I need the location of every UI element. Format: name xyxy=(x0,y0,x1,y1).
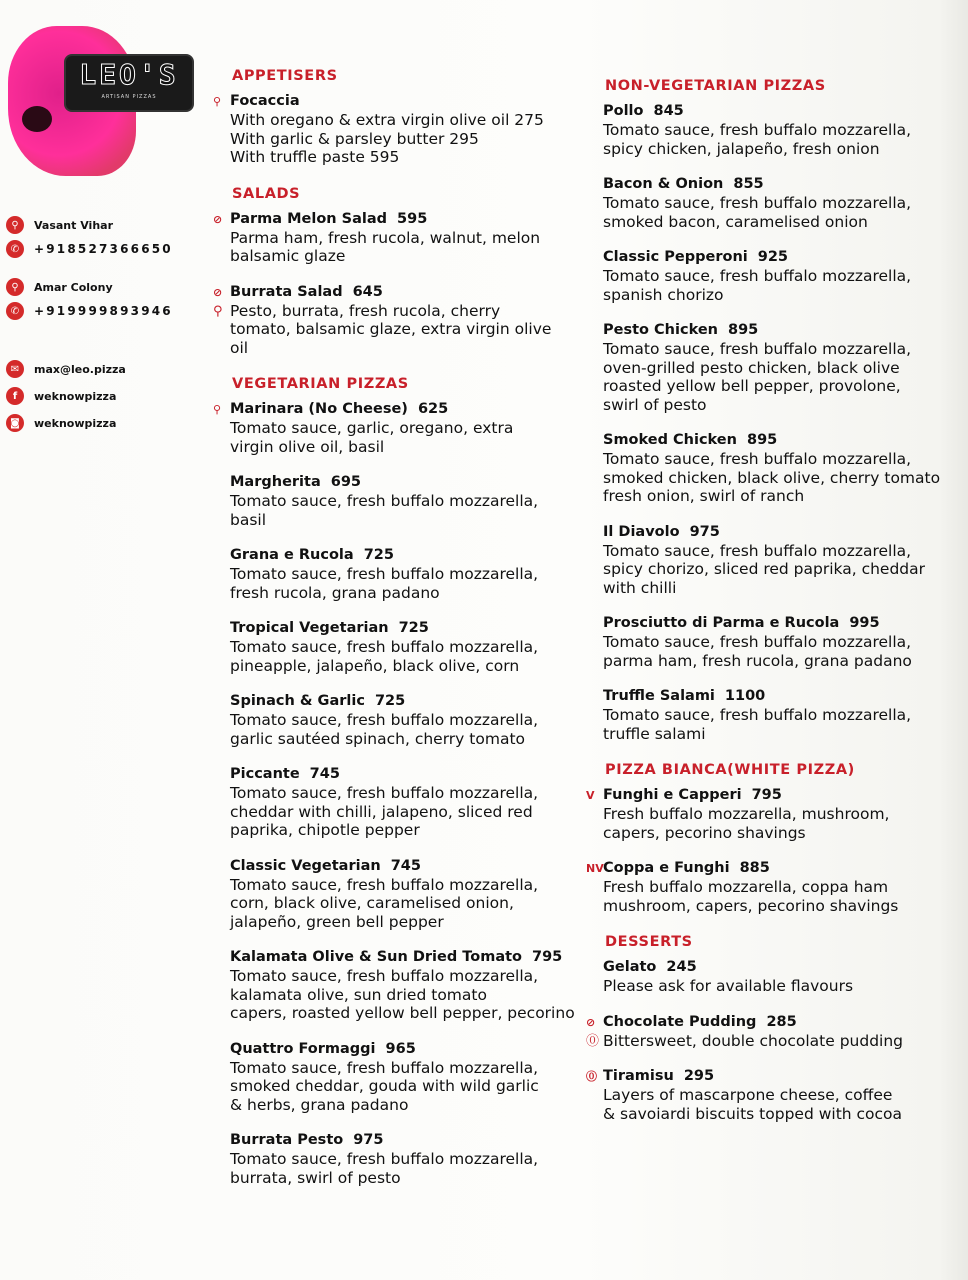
item-price: 965 xyxy=(385,1040,416,1057)
menu-item xyxy=(603,687,953,743)
contact-text[interactable]: +919999893946 xyxy=(34,304,173,318)
item-description: Tomato sauce, fresh buffalo mozzarella, xyxy=(230,1150,539,1168)
item-name: Tropical Vegetarian xyxy=(230,620,389,636)
egg-free-icon: ⓪ xyxy=(586,1070,597,1083)
item-name: Truffle Salami xyxy=(603,688,715,704)
item-name: Kalamata Olive & Sun Dried Tomato xyxy=(230,949,522,965)
item-description: jalapeño, green bell pepper xyxy=(230,912,444,931)
item-name-row xyxy=(230,1040,580,1059)
item-name-row xyxy=(603,321,953,340)
gluten-free-icon: ⊘ xyxy=(586,1015,596,1029)
item-name-row xyxy=(230,210,580,229)
item-description: Fresh buffalo mozzarella, mushroom, xyxy=(603,805,890,823)
menu-item xyxy=(586,859,953,915)
menu-item xyxy=(586,1067,953,1123)
item-name-row xyxy=(603,1013,953,1032)
item-name-row xyxy=(230,283,580,302)
item-name-row xyxy=(603,958,953,977)
item-name: Chocolate Pudding xyxy=(603,1013,757,1030)
phone-icon: ✆ xyxy=(6,240,24,258)
contact-text[interactable]: Vasant Vihar xyxy=(34,218,113,232)
menu-item xyxy=(603,431,953,506)
item-price: 725 xyxy=(363,547,394,563)
menu-section xyxy=(603,76,953,743)
menu-item xyxy=(230,857,580,932)
item-name-row xyxy=(230,619,580,638)
item-description: Bittersweet, double chocolate pudding xyxy=(603,1031,904,1050)
item-description: paprika, chipotle pepper xyxy=(230,821,420,839)
instagram-icon: ◙ xyxy=(6,414,24,432)
menu-section xyxy=(586,760,953,915)
item-description: Tomato sauce, fresh buffalo mozzarella, xyxy=(230,492,539,510)
item-price: 1100 xyxy=(724,688,766,704)
item-description: Tomato sauce, garlic, oregano, extra xyxy=(230,419,514,437)
item-price: 745 xyxy=(309,766,340,782)
item-description: Tomato sauce, fresh buffalo mozzarella, xyxy=(603,267,912,285)
menu-item xyxy=(230,765,580,840)
contact-item[interactable] xyxy=(6,216,113,234)
item-description: With truffle paste 595 xyxy=(230,148,400,166)
vegetarian-marker: V xyxy=(586,789,595,802)
item-price: 285 xyxy=(766,1013,797,1030)
menu-section xyxy=(213,374,580,1187)
item-name-row xyxy=(230,948,580,967)
item-description: spanish chorizo xyxy=(603,285,724,304)
item-name-row xyxy=(230,473,580,492)
gluten-free-icon: ⊘ xyxy=(213,285,223,299)
item-name-row xyxy=(230,546,580,565)
item-description: Tomato sauce, fresh buffalo mozzarella, xyxy=(603,340,912,358)
item-name-row xyxy=(603,431,953,450)
item-price: 245 xyxy=(666,959,697,975)
item-description: Tomato sauce, fresh buffalo mozzarella, xyxy=(230,565,539,583)
item-name-row xyxy=(230,92,580,111)
item-description: spicy chorizo, sliced red paprika, cheddar xyxy=(603,560,926,578)
item-price: 695 xyxy=(330,474,362,490)
item-description: Tomato sauce, fresh buffalo mozzarella, xyxy=(230,967,539,985)
contact-text[interactable]: weknowpizza xyxy=(34,416,117,430)
menu-section xyxy=(213,184,580,358)
item-description: tomato, balsamic glaze, extra virgin olive xyxy=(230,320,552,338)
item-description: pineapple, jalapeño, black olive, corn xyxy=(230,656,520,675)
item-name: Quattro Formaggi xyxy=(230,1040,376,1057)
item-description: Fresh buffalo mozzarella, coppa ham xyxy=(603,878,889,896)
item-description: with chilli xyxy=(603,578,677,597)
item-name-row xyxy=(603,614,953,633)
item-description: mushroom, capers, pecorino shavings xyxy=(603,896,899,915)
phone-icon: ✆ xyxy=(6,302,24,320)
menu-item xyxy=(230,692,580,748)
item-name: Funghi e Capperi xyxy=(603,787,742,803)
item-description: parma ham, fresh rucola, grana padano xyxy=(603,651,912,670)
item-description: Tomato sauce, fresh buffalo mozzarella, xyxy=(603,706,912,724)
item-price: 595 xyxy=(397,210,428,227)
item-name: Bacon & Onion xyxy=(603,176,724,192)
item-name: Prosciutto di Parma e Rucola xyxy=(603,615,840,631)
item-price: 895 xyxy=(746,432,778,448)
item-name-row xyxy=(230,1131,580,1150)
item-name-row xyxy=(603,1067,953,1086)
menu-item xyxy=(603,614,953,670)
item-description: With garlic & parsley butter 295 xyxy=(230,129,479,148)
section-heading: PIZZA BIANCA(WHITE PIZZA) xyxy=(605,762,855,778)
item-description: Tomato sauce, fresh buffalo mozzarella, xyxy=(230,638,539,656)
item-description: Pesto, burrata, fresh rucola, cherry xyxy=(230,301,501,320)
item-description: burrata, swirl of pesto xyxy=(230,1168,401,1187)
item-name-row xyxy=(603,102,953,121)
item-description: cheddar with chilli, jalapeno, sliced red xyxy=(230,802,533,821)
item-description: Layers of mascarpone cheese, coffee xyxy=(603,1086,893,1104)
item-description: With oregano & extra virgin olive oil 275 xyxy=(230,111,544,129)
item-name: Gelato xyxy=(603,959,657,975)
vegan-icon: ⚲ xyxy=(213,403,222,416)
item-price: 975 xyxy=(353,1132,384,1148)
menu-item xyxy=(213,400,580,456)
leos-logo xyxy=(4,26,194,196)
menu-item xyxy=(603,102,953,158)
menu-item xyxy=(230,619,580,675)
item-name: Classic Vegetarian xyxy=(230,857,381,874)
contact-item[interactable] xyxy=(6,414,116,432)
contact-item[interactable] xyxy=(6,240,173,258)
menu-item xyxy=(603,523,953,598)
item-description: fresh onion, swirl of ranch xyxy=(603,487,805,505)
location-pin-icon: ⚲ xyxy=(6,216,24,234)
item-name: Coppa e Funghi xyxy=(603,860,730,876)
item-name: Grana e Rucola xyxy=(230,547,354,563)
item-name: Spinach & Garlic xyxy=(230,693,365,709)
item-description: capers, roasted yellow bell pepper, pecorino xyxy=(230,1004,575,1022)
section-heading: DESSERTS xyxy=(605,934,693,950)
item-price: 625 xyxy=(417,401,449,417)
facebook-icon: f xyxy=(6,387,24,405)
contact-text[interactable]: Amar Colony xyxy=(34,280,113,294)
item-price: 745 xyxy=(390,857,421,874)
item-name-row xyxy=(603,248,953,267)
item-price: 885 xyxy=(739,860,770,876)
gluten-free-icon: ⊘ xyxy=(213,212,223,226)
item-name-row xyxy=(230,765,580,784)
section-heading: VEGETARIAN PIZZAS xyxy=(232,376,409,392)
contact-item[interactable] xyxy=(6,387,116,405)
menu-item xyxy=(603,321,953,414)
brand-name: LEO'S xyxy=(79,58,179,91)
item-price: 895 xyxy=(727,322,759,338)
item-description: virgin olive oil, basil xyxy=(230,437,385,456)
item-description: Tomato sauce, fresh buffalo mozzarella, xyxy=(603,121,912,139)
item-name: Marinara (No Cheese) xyxy=(230,401,408,417)
item-description: truffle salami xyxy=(603,724,706,743)
item-price: 925 xyxy=(757,249,789,265)
menu-item xyxy=(213,92,580,167)
item-description: smoked chicken, black olive, cherry tomato xyxy=(603,468,941,487)
item-price: 725 xyxy=(374,693,406,709)
item-name: Focaccia xyxy=(230,93,300,109)
item-description: corn, black olive, caramelised onion, xyxy=(230,894,514,912)
item-name: Smoked Chicken xyxy=(603,432,737,448)
item-description: fresh rucola, grana padano xyxy=(230,583,440,602)
item-price: 975 xyxy=(689,523,720,540)
menu-item xyxy=(213,210,580,266)
item-description: Tomato sauce, fresh buffalo mozzarella, xyxy=(603,194,912,212)
menu-column-left xyxy=(213,66,580,1204)
item-description: & herbs, grana padano xyxy=(230,1095,409,1114)
item-description: Tomato sauce, fresh buffalo mozzarella, xyxy=(230,1058,539,1077)
item-description: Tomato sauce, fresh buffalo mozzarella, xyxy=(230,784,539,802)
contact-item[interactable] xyxy=(6,360,126,378)
item-name-row xyxy=(603,786,953,805)
item-price: 725 xyxy=(398,620,429,636)
menu-item xyxy=(603,248,953,304)
item-name: Pesto Chicken xyxy=(603,322,718,338)
section-heading: APPETISERS xyxy=(232,68,338,84)
menu-item xyxy=(213,283,580,358)
item-name: Burrata Salad xyxy=(230,283,343,300)
location-pin-icon: ⚲ xyxy=(6,278,24,296)
item-description: Tomato sauce, fresh buffalo mozzarella, xyxy=(603,633,912,651)
item-price: 645 xyxy=(352,283,383,300)
item-name-row xyxy=(603,523,953,542)
egg-free-icon: ⓪ xyxy=(586,1033,600,1049)
contact-text[interactable]: max@leo.pizza xyxy=(34,362,126,376)
item-name-row xyxy=(603,859,953,878)
item-description: capers, pecorino shavings xyxy=(603,823,806,842)
item-name-row xyxy=(230,857,580,876)
menu-item xyxy=(586,786,953,842)
contact-text[interactable]: weknowpizza xyxy=(34,389,117,403)
menu-item xyxy=(230,473,580,529)
item-price: 995 xyxy=(849,615,880,631)
item-description: oven-grilled pesto chicken, black olive xyxy=(603,358,900,377)
item-description: basil xyxy=(230,510,267,529)
item-description: oil xyxy=(230,338,249,357)
menu-item xyxy=(230,1040,580,1115)
menu-item xyxy=(230,948,580,1023)
item-price: 295 xyxy=(683,1068,715,1084)
item-price: 845 xyxy=(653,103,684,119)
item-price: 855 xyxy=(733,176,764,192)
item-description: swirl of pesto xyxy=(603,395,707,414)
item-description: Please ask for available flavours xyxy=(603,977,854,995)
item-description: Tomato sauce, fresh buffalo mozzarella, xyxy=(603,541,912,560)
vegan-icon: ⚲ xyxy=(213,95,222,108)
menu-item xyxy=(586,1013,953,1051)
item-description: balsamic glaze xyxy=(230,247,346,265)
menu-section xyxy=(586,932,953,1123)
item-description: & savoiardi biscuits topped with cocoa xyxy=(603,1104,903,1123)
item-name: Burrata Pesto xyxy=(230,1132,344,1148)
contact-item[interactable] xyxy=(6,278,113,296)
non-vegetarian-marker: NV xyxy=(586,862,604,875)
logo-badge xyxy=(66,56,192,110)
item-name: Il Diavolo xyxy=(603,523,680,540)
email-icon: ✉ xyxy=(6,360,24,378)
item-description: spicy chicken, jalapeño, fresh onion xyxy=(603,139,880,158)
item-name-row xyxy=(603,687,953,706)
item-name-row xyxy=(230,692,580,711)
item-name: Piccante xyxy=(230,766,300,782)
item-name: Pollo xyxy=(603,103,644,119)
vegan-icon: ⚲ xyxy=(213,303,223,319)
menu-item xyxy=(230,1131,580,1187)
item-description: Parma ham, fresh rucola, walnut, melon xyxy=(230,228,541,247)
contact-text[interactable]: +918527366650 xyxy=(34,242,173,256)
item-description: smoked cheddar, gouda with wild garlic xyxy=(230,1077,539,1095)
item-name-row xyxy=(230,400,580,419)
item-name: Parma Melon Salad xyxy=(230,210,388,227)
menu-item xyxy=(603,175,953,231)
item-description: Tomato sauce, fresh buffalo mozzarella, xyxy=(230,875,539,894)
item-description: garlic sautéed spinach, cherry tomato xyxy=(230,729,525,748)
item-description: smoked bacon, caramelised onion xyxy=(603,212,868,231)
item-name: Tiramisu xyxy=(603,1068,674,1084)
menu-section xyxy=(213,66,580,167)
brand-tagline: ARTISAN PIZZAS xyxy=(101,94,157,100)
item-description: Tomato sauce, fresh buffalo mozzarella, xyxy=(230,711,539,729)
item-price: 795 xyxy=(532,949,563,965)
menu-column-right xyxy=(586,76,953,1140)
menu-item xyxy=(230,546,580,602)
item-description: kalamata olive, sun dried tomato xyxy=(230,985,487,1004)
item-description: Tomato sauce, fresh buffalo mozzarella, xyxy=(603,450,912,468)
menu-item xyxy=(603,958,953,996)
contact-item[interactable] xyxy=(6,302,173,320)
item-name-row xyxy=(603,175,953,194)
item-description: roasted yellow bell pepper, provolone, xyxy=(603,377,901,395)
item-price: 795 xyxy=(751,787,782,803)
item-name: Classic Pepperoni xyxy=(603,249,748,265)
section-heading: SALADS xyxy=(232,185,301,202)
item-name: Margherita xyxy=(230,474,321,490)
section-heading: NON-VEGETARIAN PIZZAS xyxy=(605,78,826,94)
